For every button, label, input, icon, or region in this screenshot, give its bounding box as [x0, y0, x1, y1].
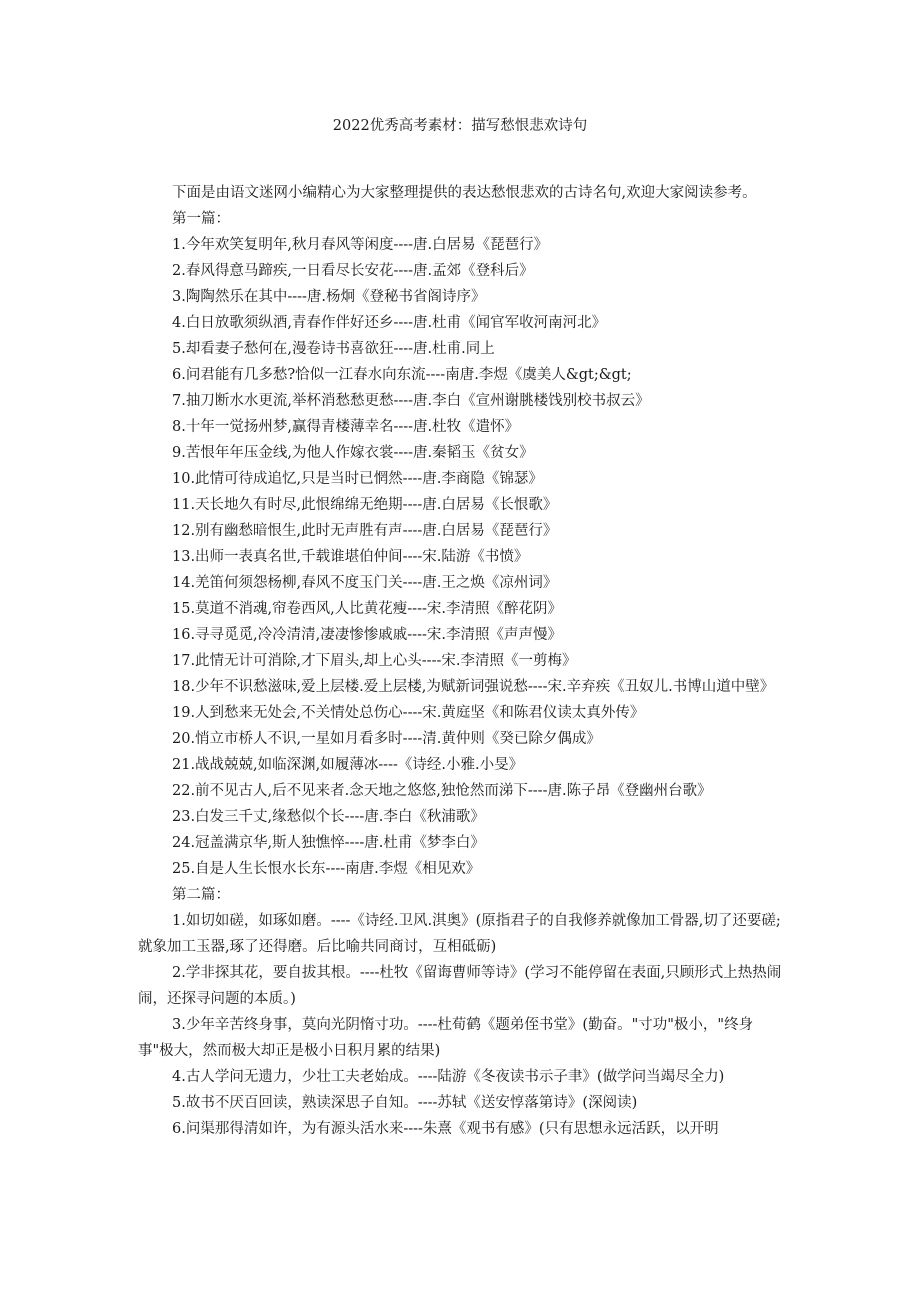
poem-line: 18.少年不识愁滋味,爱上层楼.爱上层楼,为赋新词强说愁----宋.辛弃疾《丑奴儿.书博山道中壁》	[172, 679, 775, 695]
poem-line: 21.战战兢兢,如临深渊,如履薄冰----《诗经.小雅.小旻》	[172, 757, 524, 773]
poem-line: 7.抽刀断水水更流,举杯消愁愁更愁----唐.李白《宣州谢朓楼饯别校书叔云》	[172, 393, 650, 409]
poem-line: 3.陶陶然乐在其中----唐.杨炯《登秘书省阁诗序》	[172, 289, 486, 305]
poem-line: 6.问君能有几多愁?恰似一江春水向东流----南唐.李煜《虞美人&gt;&gt;	[172, 367, 632, 383]
poem-line: 1.今年欢笑复明年,秋月春风等闲度----唐.白居易《琵琶行》	[172, 237, 549, 253]
poem-line: 15.莫道不消魂,帘卷西风,人比黄花瘦----宋.李清照《醉花阴》	[172, 601, 562, 617]
poem-line: 16.寻寻觅觅,冷冷清清,凄凄惨惨戚戚----宋.李清照《声声慢》	[172, 627, 562, 643]
poem-line: 10.此情可待成追忆,只是当时已惘然----唐.李商隐《锦瑟》	[172, 471, 543, 487]
quote-line: 2.学非探其花，要自拔其根。----杜牧《留诲曹师等诗》(学习不能停留在表面,只顾形式上热热闹闹，还探寻问题的本质。)	[138, 965, 782, 1007]
quote-line: 4.古人学问无遗力，少壮工夫老始成。----陆游《冬夜读书示子聿》(做学问当竭尽全力)	[172, 1069, 725, 1085]
poem-line: 23.白发三千丈,缘愁似个长----唐.李白《秋浦歌》	[172, 809, 485, 825]
poem-line: 22.前不见古人,后不见来者.念天地之悠悠,独怆然而涕下----唐.陈子昂《登幽州台歌》	[172, 783, 712, 799]
intro-paragraph: 下面是由语文迷网小编精心为大家整理提供的表达愁恨悲欢的古诗名句,欢迎大家阅读参考。	[172, 185, 757, 201]
quote-line: 5.故书不厌百回读，熟读深思子自知。----苏轼《送安惇落第诗》(深阅读)	[172, 1095, 638, 1111]
poem-line: 9.苦恨年年压金线,为他人作嫁衣裳----唐.秦韬玉《贫女》	[172, 445, 534, 461]
poem-line: 4.白日放歌须纵酒,青春作伴好还乡----唐.杜甫《闻官军收河南河北》	[172, 315, 607, 331]
poem-line: 13.出师一表真名世,千载谁堪伯仲间----宋.陆游《书愤》	[172, 549, 529, 565]
quote-line: 1.如切如磋，如琢如磨。----《诗经.卫风.淇奥》(原指君子的自我修养就像加工骨器,切了还要磋;就象加工玉器,琢了还得磨。后比喻共同商讨，互相砥砺)	[138, 913, 781, 955]
poem-line: 14.羌笛何须怨杨柳,春风不度玉门关----唐.王之焕《凉州词》	[172, 575, 558, 591]
poem-line: 25.自是人生长恨水长东----南唐.李煜《相见欢》	[172, 861, 481, 877]
poem-line: 11.天长地久有时尽,此恨绵绵无绝期----唐.白居易《长恨歌》	[172, 497, 558, 513]
poem-line: 2.春风得意马蹄疾,一日看尽长安花----唐.孟郊《登科后》	[172, 263, 534, 279]
poem-line: 12.别有幽愁暗恨生,此时无声胜有声----唐.白居易《琵琶行》	[172, 523, 558, 539]
document-title: 2022优秀高考素材：描写愁恨悲欢诗句	[332, 118, 588, 134]
poem-line: 19.人到愁来无处会,不关情处总伤心----宋.黄庭坚《和陈君仪读太真外传》	[172, 705, 645, 721]
poem-line: 20.悄立市桥人不识,一星如月看多时----清.黄仲则《癸已除夕偶成》	[172, 731, 601, 747]
poem-line: 8.十年一觉扬州梦,赢得青楼薄幸名----唐.杜牧《遣怀》	[172, 419, 520, 435]
section-1-list	[138, 232, 782, 882]
section-heading-1: 第一篇：	[172, 211, 230, 227]
poem-line: 5.却看妻子愁何在,漫卷诗书喜欲狂----唐.杜甫.同上	[172, 341, 495, 357]
poem-line: 24.冠盖满京华,斯人独憔悴----唐.杜甫《梦李白》	[172, 835, 485, 851]
section-heading-2: 第二篇：	[172, 887, 230, 903]
quote-line: 3.少年辛苦终身事，莫向光阴惰寸功。----杜荀鹤《题弟侄书堂》(勤奋。"寸功"极小，"终身事"极大，然而极大却正是极小日积月累的结果)	[138, 1017, 754, 1059]
section-2-list	[138, 908, 782, 1142]
quote-line: 6.问渠那得清如许，为有源头活水来----朱熹《观书有感》(只有思想永远活跃，以开明	[172, 1121, 719, 1137]
poem-line: 17.此情无计可消除,才下眉头,却上心头----宋.李清照《一剪梅》	[172, 653, 577, 669]
